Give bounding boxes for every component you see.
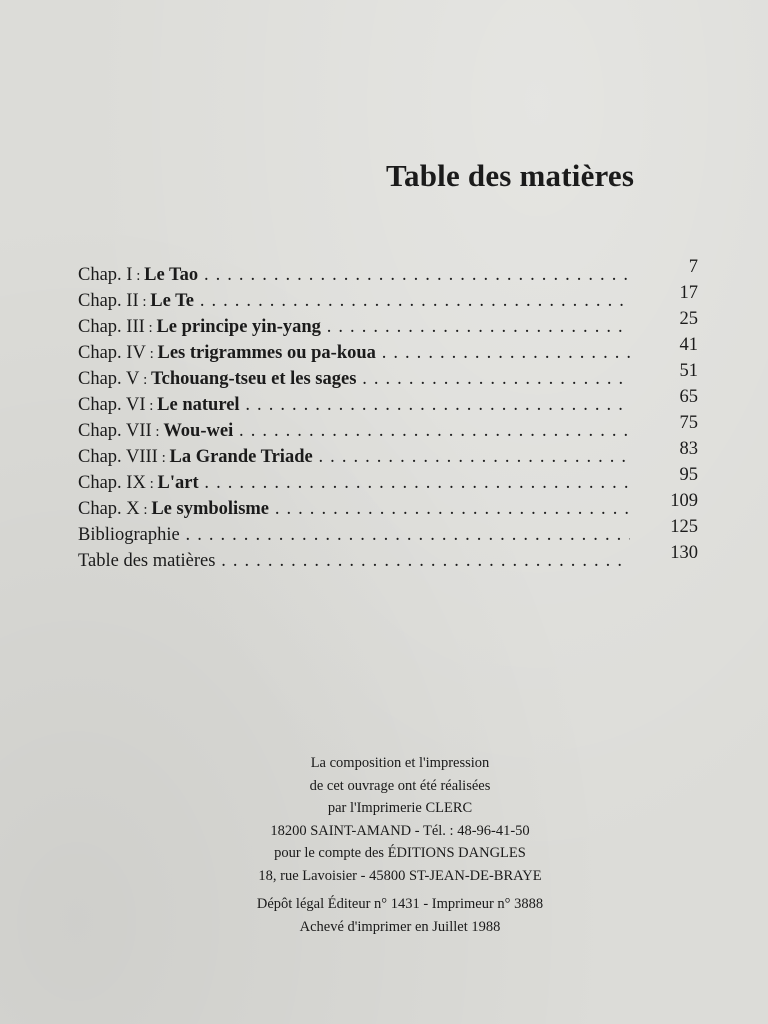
chapter-separator: : [151, 424, 164, 440]
chapter-title: Wou-wei [163, 421, 234, 441]
chapter-separator: : [138, 294, 151, 310]
toc-entry [78, 462, 698, 493]
chapter-number: Chap. III [78, 317, 145, 337]
chapter-number: Chap. VII [78, 421, 152, 441]
toc-entry [78, 514, 698, 545]
page-number: 125 [670, 517, 698, 537]
section-title: Bibliographie [78, 525, 180, 545]
page-number: 41 [679, 335, 698, 355]
chapter-separator: : [145, 398, 158, 414]
page-number: 130 [670, 543, 698, 563]
chapter-number: Chap. IV [78, 343, 146, 363]
colophon-line: pour le compte des ÉDITIONS DANGLES [274, 845, 526, 861]
section-title: Table des matières [78, 551, 216, 571]
colophon-line: Dépôt légal Éditeur n° 1431 - Imprimeur n° 3888 [256, 896, 544, 912]
chapter-separator: : [157, 450, 170, 466]
page-number: 51 [679, 361, 698, 381]
page-number: 83 [679, 439, 698, 459]
chapter-number: Chap. II [78, 291, 139, 311]
chapter-title: La Grande Triade [169, 447, 313, 467]
page-number: 7 [688, 257, 698, 277]
page-number: 95 [679, 465, 698, 485]
chapter-title: Le Tao [144, 265, 199, 285]
colophon-line: La composition et l'impression [310, 755, 490, 771]
colophon [190, 752, 610, 938]
chapter-separator: : [139, 502, 152, 518]
toc-entry [78, 280, 698, 311]
chapter-number: Chap. I [78, 265, 133, 285]
toc-entry [78, 358, 698, 389]
chapter-title: Le symbolisme [151, 499, 270, 519]
page-number: 109 [670, 491, 698, 511]
chapter-title: Le naturel [157, 395, 240, 415]
toc-entry [78, 488, 698, 519]
chapter-number: Chap. IX [78, 473, 146, 493]
chapter-title: L'art [157, 473, 199, 493]
page-title: Table des matières [386, 158, 635, 193]
chapter-title: Le Te [150, 291, 194, 311]
chapter-separator: : [132, 268, 145, 284]
colophon-line: 18, rue Lavoisier - 45800 ST-JEAN-DE-BRAYE [258, 867, 542, 884]
colophon-line: 18200 SAINT-AMAND - Tél. : 48-96-41-50 [270, 822, 530, 839]
chapter-separator: : [139, 372, 151, 388]
toc-entry [78, 332, 698, 363]
colophon-line: de cet ouvrage ont été réalisées [309, 777, 491, 794]
chapter-title: Le principe yin-yang [156, 317, 321, 337]
toc-entry [78, 306, 698, 337]
chapter-number: Chap. VIII [78, 447, 158, 467]
chapter-separator: : [144, 320, 157, 336]
chapter-title: Les trigrammes ou pa-koua [157, 343, 376, 363]
page-number: 65 [679, 387, 698, 407]
toc-entry [78, 540, 698, 571]
toc-entry [78, 384, 698, 415]
chapter-number: Chap. X [78, 499, 140, 519]
toc-entry-text [78, 548, 630, 574]
colophon-line: Achevé d'imprimer en Juillet 1988 [299, 918, 501, 935]
page-number: 25 [679, 309, 698, 329]
page-number: 17 [679, 283, 698, 303]
chapter-number: Chap. VI [78, 395, 146, 415]
table-of-contents [78, 254, 698, 571]
chapter-separator: : [145, 476, 158, 492]
toc-entry [78, 254, 698, 285]
chapter-number: Chap. V [78, 369, 140, 389]
colophon-line: par l'Imprimerie CLERC [327, 800, 473, 816]
toc-entry [78, 436, 698, 467]
chapter-title: Tchouang-tseu et les sages [151, 369, 357, 389]
toc-entry [78, 410, 698, 441]
chapter-separator: : [145, 346, 158, 362]
page-number: 75 [679, 413, 698, 433]
